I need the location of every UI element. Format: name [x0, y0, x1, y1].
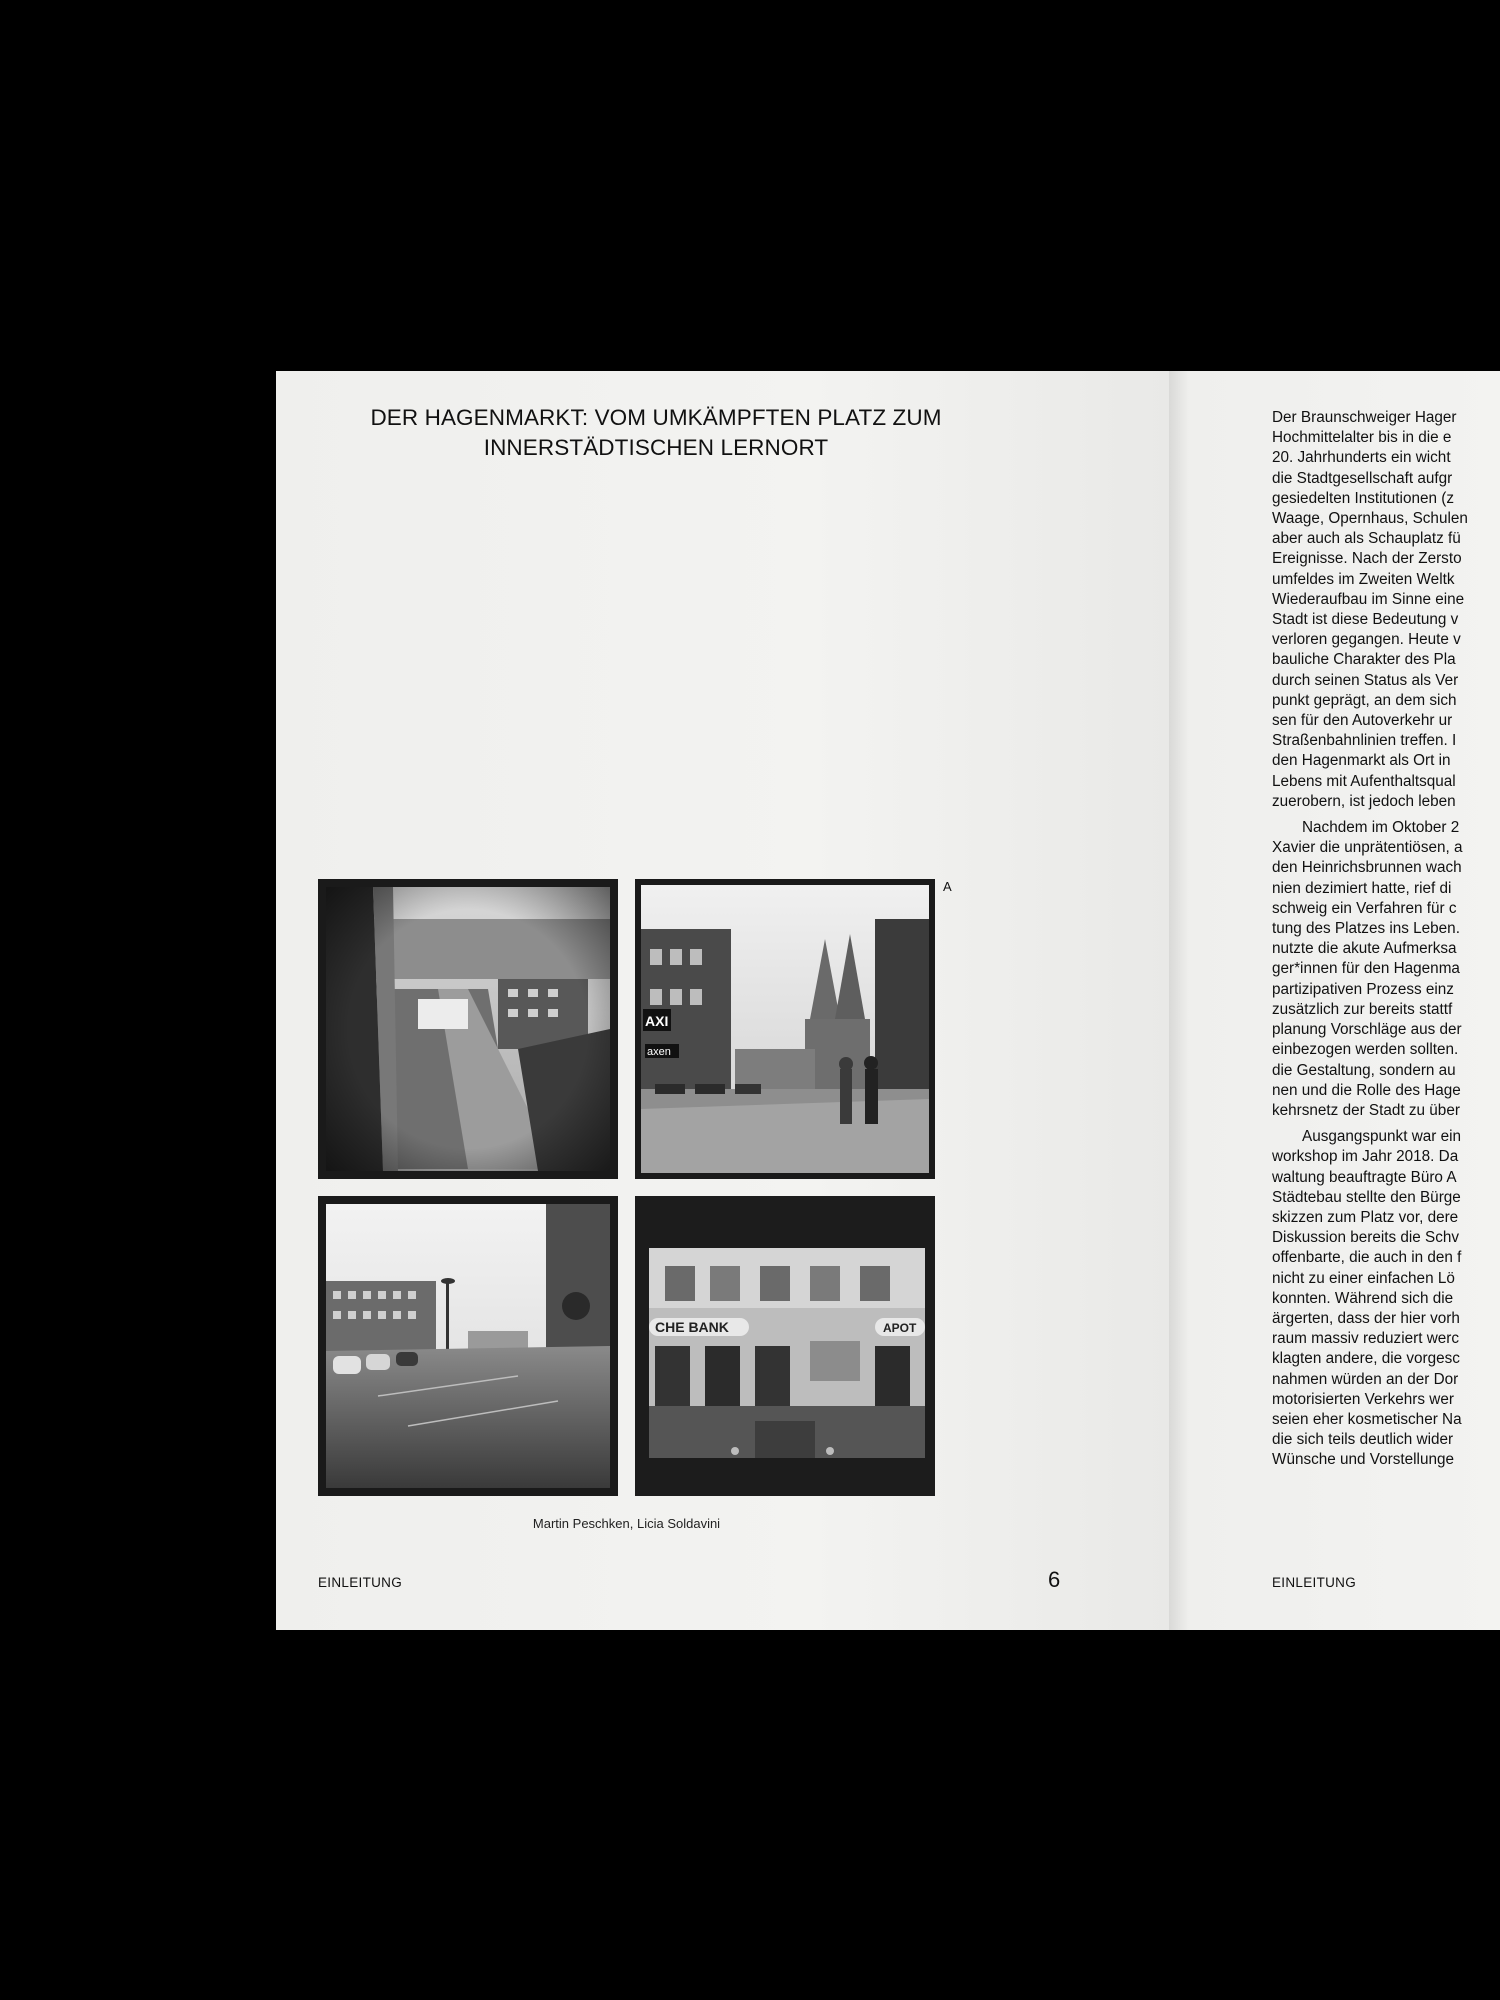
body-line: 20. Jahrhunderts ein wicht: [1272, 449, 1451, 467]
body-line: offenbarte, die auch in den f: [1272, 1249, 1462, 1267]
bank-sign: CHE BANK: [655, 1319, 729, 1335]
body-line: seien eher kosmetischer Na: [1272, 1410, 1462, 1428]
page-title: [336, 403, 976, 463]
body-line: motorisierten Verkehrs wer: [1272, 1390, 1454, 1408]
body-line: einbezogen werden sollten.: [1272, 1041, 1459, 1059]
photo-parking-square: [318, 1196, 618, 1496]
body-line: Hochmittelalter bis in die e: [1272, 429, 1452, 447]
body-line: ärgerten, dass der hier vorh: [1272, 1309, 1460, 1327]
body-line: zuerobern, ist jedoch leben: [1272, 792, 1456, 810]
body-line: raum massiv reduziert werc: [1272, 1330, 1460, 1348]
body-line: zusätzlich zur bereits stattf: [1272, 1000, 1453, 1018]
body-line: sen für den Autoverkehr ur: [1272, 712, 1453, 730]
body-line: schweig ein Verfahren für c: [1272, 899, 1457, 917]
body-line: Straßenbahnlinien treffen. I: [1272, 732, 1457, 750]
body-line: umfeldes im Zweiten Weltk: [1272, 570, 1455, 588]
body-line: Xavier die unprätentiösen, a: [1272, 839, 1463, 857]
body-line: verloren gegangen. Heute v: [1272, 631, 1461, 649]
body-line: Ereignisse. Nach der Zersto: [1272, 550, 1462, 568]
body-line: nahmen würden an der Dor: [1272, 1370, 1459, 1388]
body-line: die sich teils deutlich wider: [1272, 1431, 1454, 1449]
body-line: tung des Platzes ins Leben.: [1272, 920, 1460, 938]
section-footer: EINLEITUNG: [318, 1575, 403, 1590]
body-line: nen und die Rolle des Hage: [1272, 1081, 1461, 1099]
body-line: Wiederaufbau im Sinne eine: [1272, 590, 1465, 608]
body-line: partizipativen Prozess einz: [1272, 980, 1454, 998]
body-line: Stadt ist diese Bedeutung v: [1272, 611, 1459, 629]
figure-label: A: [943, 879, 952, 894]
photo-ruined-bank-building: [635, 1196, 935, 1496]
taxen-sign: axen: [647, 1046, 671, 1058]
body-line: die Stadtgesellschaft aufgr: [1272, 469, 1453, 487]
body-line: gesiedelten Institutionen (z: [1272, 489, 1454, 507]
body-line: die Gestaltung, sondern au: [1272, 1061, 1456, 1079]
body-line: Diskussion bereits die Schv: [1272, 1229, 1460, 1247]
body-line: den Hagenmarkt als Ort in: [1272, 752, 1451, 770]
body-line: durch seinen Status als Ver: [1272, 671, 1459, 689]
photo-aerial-street-view: [318, 879, 618, 1179]
body-line: workshop im Jahr 2018. Da: [1272, 1148, 1459, 1166]
body-line: nicht zu einer einfachen Lö: [1272, 1269, 1455, 1287]
left-page: [276, 371, 1169, 1630]
taxi-sign: AXI: [645, 1013, 669, 1029]
body-line: Wünsche und Vorstellunge: [1272, 1451, 1454, 1469]
section-footer: EINLEITUNG: [1272, 1575, 1357, 1590]
body-line: Lebens mit Aufenthaltsqual: [1272, 772, 1456, 790]
title-line: INNERSTÄDTISCHEN LERNORT: [483, 435, 829, 460]
right-page: [1169, 371, 1500, 1630]
body-line: aber auch als Schauplatz fü: [1272, 530, 1461, 548]
body-line: nutzte die akute Aufmerksa: [1272, 940, 1457, 958]
body-line: den Heinrichsbrunnen wach: [1272, 859, 1462, 877]
body-line: Nachdem im Oktober 2: [1302, 819, 1460, 837]
body-line: Der Braunschweiger Hager: [1272, 409, 1457, 426]
photo-caption: Martin Peschken, Licia Soldavini: [532, 1516, 721, 1531]
body-line: planung Vorschläge aus der: [1272, 1021, 1462, 1039]
body-line: bauliche Charakter des Pla: [1272, 651, 1456, 669]
body-line: nien dezimiert hatte, rief di: [1272, 879, 1452, 897]
body-line: punkt geprägt, an dem sich: [1272, 691, 1457, 709]
apotheke-sign: APOT: [883, 1321, 917, 1335]
body-line: konnten. Während sich die: [1272, 1289, 1454, 1307]
photo-church-towers-street: [635, 879, 935, 1179]
body-line: kehrsnetz der Stadt zu über: [1272, 1101, 1460, 1119]
body-line: klagten andere, die vorgesc: [1272, 1350, 1460, 1368]
body-line: Ausgangspunkt war ein: [1302, 1128, 1462, 1146]
body-line: Städtebau stellte den Bürge: [1272, 1188, 1461, 1206]
body-line: waltung beauftragte Büro A: [1272, 1168, 1457, 1186]
body-text: [1272, 408, 1500, 1471]
body-line: Waage, Opernhaus, Schulen: [1272, 510, 1468, 528]
page-number: 6: [1048, 1567, 1061, 1592]
body-line: ger*innen für den Hagenma: [1272, 960, 1460, 978]
title-line: DER HAGENMARKT: VOM UMKÄMPFTEN PLATZ ZUM: [370, 405, 942, 430]
body-line: skizzen zum Platz vor, dere: [1272, 1208, 1459, 1226]
